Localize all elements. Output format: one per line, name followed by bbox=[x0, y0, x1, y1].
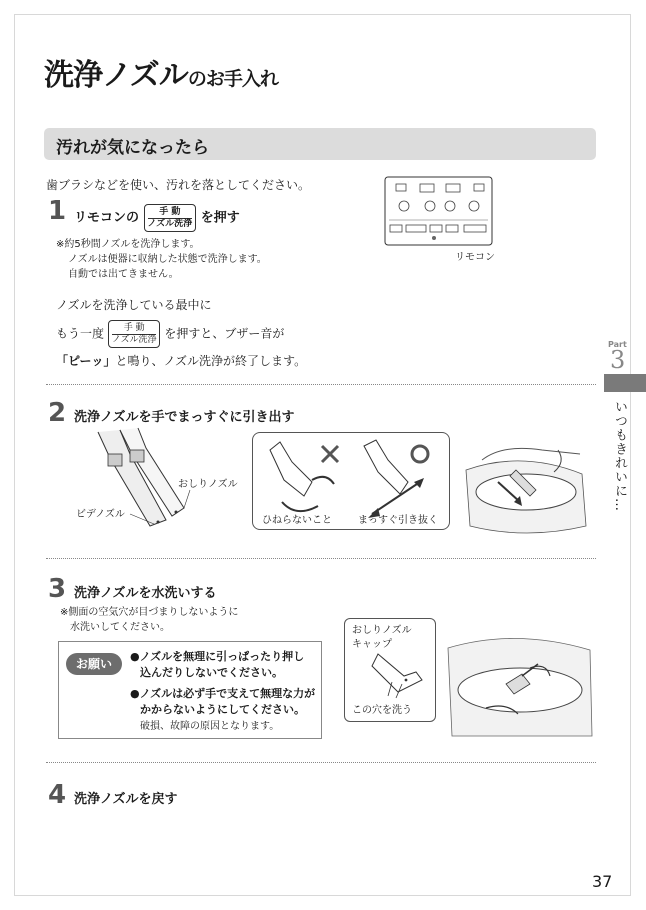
step1-note-2: ノズルは便器に収納した状態で洗浄します。 bbox=[68, 254, 267, 265]
section-heading-bar bbox=[44, 128, 596, 160]
step3-note-1: ※側面の空気穴が目づまりしないように bbox=[60, 607, 239, 618]
step1-number: 1 bbox=[48, 196, 67, 226]
button2-line1: 手 動 bbox=[112, 323, 157, 335]
caution-1-line-2: 込んだりしないでください。 bbox=[140, 666, 283, 679]
step1-again-before: もう一度 bbox=[56, 326, 105, 341]
wash-hole-label: この穴を洗う bbox=[352, 705, 412, 716]
page-number: 37 bbox=[592, 872, 613, 891]
step3-note-2: 水洗いしてください。 bbox=[70, 622, 170, 633]
side-tab-bar bbox=[604, 374, 646, 392]
step3-text: 洗浄ノズルを水洗いする bbox=[74, 586, 217, 601]
label-no-twist: ひねらないこと bbox=[262, 515, 332, 526]
step2-number: 2 bbox=[48, 398, 67, 428]
step1-note-1: ※約5秒間ノズルを洗浄します。 bbox=[56, 239, 200, 250]
remote-caption: リモコン bbox=[455, 252, 495, 263]
page-title bbox=[44, 50, 278, 94]
button-line1: 手 動 bbox=[148, 207, 193, 219]
toilet-wash-illustration bbox=[446, 628, 594, 742]
cap-label-line2: キャップ bbox=[352, 639, 392, 650]
part-label: Part bbox=[608, 340, 627, 349]
intro-text: 歯ブラシなどを使い、汚れを落としてください。 bbox=[46, 178, 311, 192]
title-sub: のお手入れ bbox=[187, 68, 278, 90]
button-line2: ノズル洗浄 bbox=[147, 219, 193, 229]
side-tab-text: いつもきれいに… bbox=[612, 400, 627, 512]
step1-again-line bbox=[56, 320, 284, 348]
step1-instruction bbox=[74, 204, 240, 232]
manual-nozzle-wash-button-2 bbox=[108, 320, 161, 348]
caution-badge: お願い bbox=[66, 653, 122, 675]
divider-1 bbox=[46, 384, 596, 385]
button2-line2: ノズル洗浄 bbox=[111, 335, 157, 345]
manual-nozzle-wash-button bbox=[144, 204, 197, 232]
caution-footer: 破損、故障の原因となります。 bbox=[140, 721, 280, 732]
label-pull-straight: まっすぐ引き抜く bbox=[358, 515, 438, 526]
label-bide-nozzle: ビデノズル bbox=[76, 509, 125, 520]
cap-label-line1: おしりノズル bbox=[352, 625, 412, 636]
step1-during-line: ノズルを洗浄している最中に bbox=[56, 298, 212, 312]
caution-2-line-1: ●ノズルは必ず手で支えて無理な力が bbox=[130, 687, 316, 700]
step2-text: 洗浄ノズルを手でまっすぐに引き出す bbox=[74, 410, 295, 425]
step4-number: 4 bbox=[48, 780, 67, 810]
step1-again-after: を押すと、ブザー音が bbox=[164, 326, 285, 341]
caution-2-line-2: かからないようにしてください。 bbox=[140, 703, 305, 716]
step1-text-after: を押す bbox=[200, 210, 240, 226]
caution-1-line-1: ●ノズルを無理に引っぱったり押し bbox=[130, 650, 305, 663]
remote-illustration bbox=[384, 176, 494, 248]
step1-text-before: リモコンの bbox=[74, 210, 140, 226]
step3-number: 3 bbox=[48, 574, 67, 604]
title-main: 洗浄ノズル bbox=[44, 58, 188, 93]
toilet-pull-illustration bbox=[462, 430, 594, 534]
step1-note-3: 自動では出てきません。 bbox=[68, 269, 179, 280]
step1-beep-line bbox=[56, 352, 306, 369]
nozzle-cap-drawing bbox=[348, 652, 432, 700]
step4-text: 洗浄ノズルを戻す bbox=[74, 792, 178, 807]
divider-3 bbox=[46, 762, 596, 763]
divider-2 bbox=[46, 558, 596, 559]
step1-beep-bold: 「ピーッ」 bbox=[56, 354, 116, 368]
label-oshiri-nozzle: おしりノズル bbox=[178, 479, 238, 490]
step1-beep-after: と鳴り、ノズル洗浄が終了します。 bbox=[115, 354, 307, 368]
section-heading: 汚れが気になったら bbox=[56, 138, 209, 158]
part-number: 3 bbox=[610, 346, 626, 374]
